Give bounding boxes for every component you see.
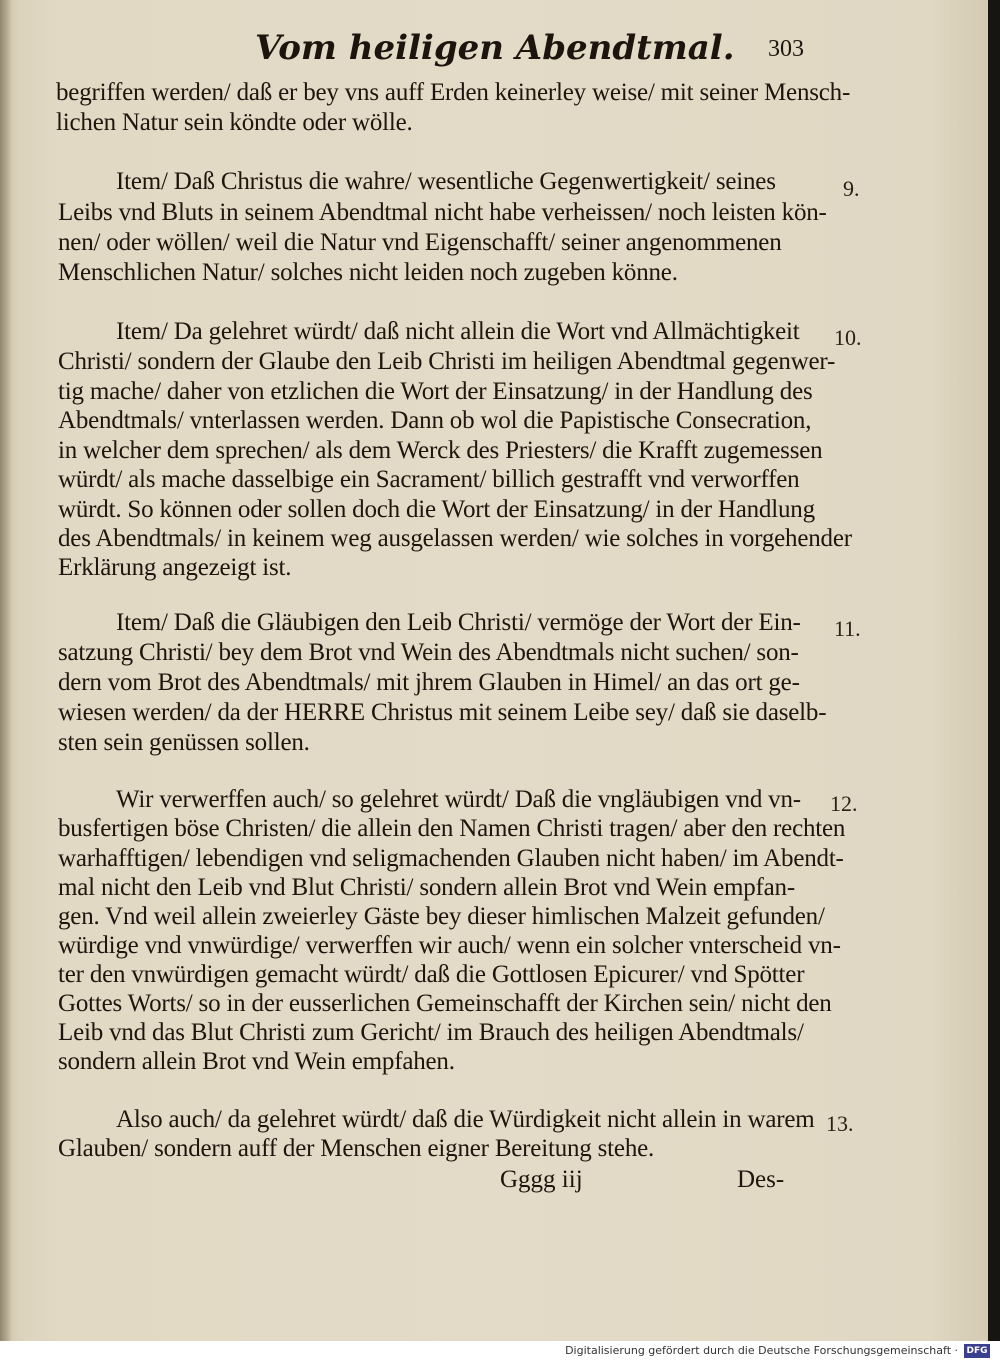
text-line: mal nicht den Leib vnd Blut Christi/ sondern allein Brot vnd Wein empfan- xyxy=(58,874,795,901)
text-line: Also auch/ da gelehret würdt/ daß die Würdigkeit nicht allein in warem xyxy=(116,1106,815,1133)
text-line: dern vom Brot des Abendtmals/ mit jhrem Glauben in Himel/ an das ort ge- xyxy=(58,669,800,696)
catchword: Des- xyxy=(737,1166,785,1193)
text-line: Leib vnd das Blut Christi zum Gericht/ im Brauch des heiligen Abendtmals/ xyxy=(58,1019,804,1046)
text-line: nen/ oder wöllen/ weil die Natur vnd Eigenschafft/ seiner angenommenen xyxy=(58,229,782,256)
text-line: warhafftigen/ lebendigen vnd seligmachenden Glauben nicht haben/ im Abendt- xyxy=(58,845,844,872)
text-line: Leibs vnd Bluts in seinem Abendtmal nicht habe verheissen/ noch leisten kön- xyxy=(58,199,827,226)
text-line: wiesen werden/ da der HERRE Christus mit seinem Leibe sey/ daß sie daselb- xyxy=(58,699,827,726)
text-line: Item/ Da gelehret würdt/ daß nicht allein die Wort vnd Allmächtigkeit xyxy=(116,318,800,345)
text-line: Gottes Worts/ so in der eusserlichen Gemeinschafft der Kirchen sein/ nicht den xyxy=(58,990,832,1017)
text-line: gen. Vnd weil allein zweierley Gäste bey dieser himlischen Malzeit gefunden/ xyxy=(58,903,825,930)
running-head xyxy=(0,24,988,72)
text-line: sondern allein Brot vnd Wein empfahen. xyxy=(58,1048,455,1075)
text-line: würdige vnd vnwürdige/ verwerffen wir auch/ wenn ein solcher vnterscheid vn- xyxy=(58,932,841,959)
text-line: Christi/ sondern der Glaube den Leib Christi im heiligen Abendtmal gegenwer- xyxy=(58,348,836,375)
margin-number: 11. xyxy=(834,616,861,641)
text-line: Item/ Daß die Gläubigen den Leib Christi/ vermöge der Wort der Ein- xyxy=(116,609,801,636)
text-line: ter den vnwürdigen gemacht würdt/ daß die Gottlosen Epicurer/ vnd Spötter xyxy=(58,961,805,988)
margin-number: 9. xyxy=(843,176,860,201)
page-number: 303 xyxy=(768,36,804,62)
margin-number: 13. xyxy=(826,1111,854,1136)
text-line: Erklärung angezeigt ist. xyxy=(58,554,292,581)
footer-bar xyxy=(0,1341,1000,1361)
footer-credit: Digitalisierung gefördert durch die Deutsche Forschungsgemeinschaft · xyxy=(565,1344,958,1357)
margin-number: 10. xyxy=(834,325,862,350)
margin-number: 12. xyxy=(830,791,858,816)
text-line: begriffen werden/ daß er bey vns auff Erden keinerley weise/ mit seiner Mensch- xyxy=(56,79,851,106)
page-spine-shadow xyxy=(0,0,12,1341)
text-line: des Abendtmals/ in keinem weg ausgelassen werden/ wie solches in vorgehender xyxy=(58,525,852,552)
text-line: satzung Christi/ bey dem Brot vnd Wein des Abendtmals nicht suchen/ son- xyxy=(58,639,799,666)
text-line: Glauben/ sondern auff der Menschen eigner Bereitung stehe. xyxy=(58,1135,655,1162)
signature-mark: Gggg iij xyxy=(500,1166,583,1193)
text-line: Abendtmals/ vnterlassen werden. Dann ob wol die Papistische Consecration, xyxy=(58,407,812,434)
text-line: würdt. So können oder sollen doch die Wort der Einsatzung/ in der Handlung xyxy=(58,496,815,523)
text-line: busfertigen böse Christen/ die allein den Namen Christi tragen/ aber den rechten xyxy=(58,815,846,842)
text-line: Item/ Daß Christus die wahre/ wesentliche Gegenwertigkeit/ seines xyxy=(116,168,776,195)
text-line: in welcher dem sprechen/ als dem Werck des Priesters/ die Krafft zugemessen xyxy=(58,437,823,464)
text-line: Menschlichen Natur/ solches nicht leiden noch zugeben könne. xyxy=(58,259,678,286)
text-line: würdt/ als mache dasselbige ein Sacrament/ billich gestrafft vnd verworffen xyxy=(58,466,800,493)
dfg-logo-icon: DFG xyxy=(964,1344,990,1358)
catchline xyxy=(0,1166,988,1200)
text-line: sten sein genüssen sollen. xyxy=(58,729,310,756)
text-line: Wir verwerffen auch/ so gelehret würdt/ Daß die vngläubigen vnd vn- xyxy=(116,786,801,813)
text-line: lichen Natur sein köndte oder wölle. xyxy=(56,109,413,136)
text-line: tig mache/ daher von etzlichen die Wort der Einsatzung/ in der Handlung des xyxy=(58,378,813,405)
running-head-title: Vom heiligen Abendtmal. xyxy=(255,28,735,68)
